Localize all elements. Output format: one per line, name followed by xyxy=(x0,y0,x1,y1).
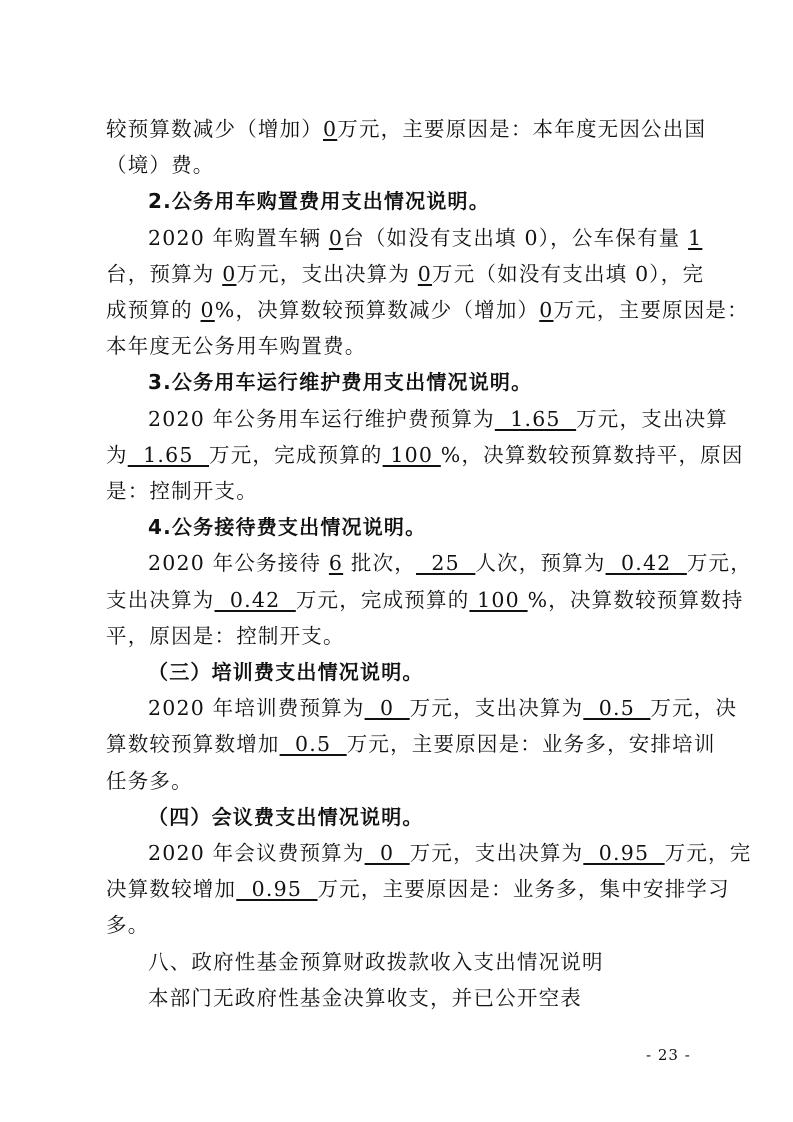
text-run: 4.公务接待费支出情况说明。 xyxy=(148,515,427,540)
underlined-value: 0 xyxy=(539,298,554,322)
text-run: 2020 年购置车辆 xyxy=(148,225,329,250)
text-run: 是：控制开支。 xyxy=(106,479,258,503)
text-run: 万元，决 xyxy=(650,696,738,721)
text-run: 万元，完成预算的 xyxy=(295,587,470,612)
text-run: 台，预算为 xyxy=(106,261,223,286)
text-run: 万元，支出决算 xyxy=(576,406,729,431)
text-run: 2020 年公务用车运行维护费预算为 xyxy=(148,406,495,431)
underlined-value: 0.5 xyxy=(583,696,651,721)
paragraph-line xyxy=(106,331,706,361)
paragraph-line xyxy=(106,766,706,796)
underlined-value: 0 xyxy=(200,298,215,322)
text-run: （三）培训费支出情况说明。 xyxy=(148,660,424,684)
text-run: 八、政府性基金预算财政拨款收入支出情况说明 xyxy=(148,949,604,974)
text-run: 多。 xyxy=(106,913,150,938)
text-run: 万元（如没有支出填 0），完 xyxy=(432,261,705,286)
underlined-value: 0 xyxy=(417,261,433,286)
underlined-value: 0 xyxy=(222,261,237,286)
underlined-value: 25 xyxy=(415,551,476,576)
text-run: 较预算数减少（增加） xyxy=(106,117,323,141)
text-run: 批次， xyxy=(343,551,416,576)
paragraph-line xyxy=(148,693,748,723)
underlined-value: 0.95 xyxy=(583,841,665,865)
text-run: 2020 年培训费预算为 xyxy=(148,696,365,721)
paragraph-line xyxy=(106,150,706,180)
text-run: （四）会议费支出情况说明。 xyxy=(148,804,424,829)
text-run: %，决算数较预算数持 xyxy=(527,587,744,612)
text-run: 决算数较增加 xyxy=(106,877,237,902)
text-run: 万元，主要原因是：本年度无因公出国 xyxy=(337,117,707,141)
text-run: 台（如没有支出填 0），公车保有量 xyxy=(343,225,689,250)
text-run: 算数较预算数增加 xyxy=(106,732,280,757)
page-number: - 23 - xyxy=(646,1046,691,1064)
underlined-value: 0 xyxy=(364,841,410,865)
text-run: 万元，主要原因是：业务多，安排培训 xyxy=(346,732,716,757)
paragraph-line xyxy=(148,983,748,1013)
text-run: 为 xyxy=(106,442,128,467)
text-run: 万元， xyxy=(686,551,752,576)
paragraph-line xyxy=(148,947,748,977)
text-run: %，决算数较预算数减少（增加） xyxy=(214,298,540,322)
text-run: （境）费。 xyxy=(106,153,215,178)
section-heading xyxy=(148,367,748,397)
text-run: 2020 年会议费预算为 xyxy=(148,841,365,865)
text-run: 支出决算为 xyxy=(106,587,215,612)
text-run: 万元，支出决算为 xyxy=(236,261,418,286)
paragraph-line xyxy=(148,404,748,434)
text-run: 成预算的 xyxy=(106,298,201,322)
underlined-value: 0 xyxy=(328,225,344,250)
underlined-value: 1.65 xyxy=(494,406,577,431)
paragraph-line xyxy=(106,476,706,506)
paragraph-line xyxy=(106,585,744,615)
paragraph-line xyxy=(106,874,730,904)
text-run: 万元，完成预算的 xyxy=(209,442,383,467)
text-run: 万元，主要原因是： xyxy=(553,298,749,322)
paragraph-line xyxy=(106,729,716,759)
text-run: 本年度无公务用车购置费。 xyxy=(106,334,367,359)
text-run: 任务多。 xyxy=(106,768,193,793)
section-heading xyxy=(148,657,748,687)
text-run: 本部门无政府性基金决算收支，并已公开空表 xyxy=(148,985,582,1010)
underlined-value: 0 xyxy=(364,696,410,721)
text-run: 2020 年公务接待 xyxy=(148,551,329,576)
text-run: 万元，支出决算为 xyxy=(409,841,584,865)
underlined-value: 1 xyxy=(688,225,703,250)
section-heading xyxy=(148,512,748,542)
underlined-value: 0.95 xyxy=(236,877,318,902)
underlined-value: 6 xyxy=(328,551,344,576)
section-heading xyxy=(148,802,748,832)
paragraph-line xyxy=(148,838,752,868)
text-run: 2.公务用车购置费用支出情况说明。 xyxy=(148,189,490,214)
text-run: 平，原因是：控制开支。 xyxy=(106,623,345,648)
paragraph-line xyxy=(106,440,744,470)
underlined-value: 100 xyxy=(382,442,441,467)
underlined-value: 1.65 xyxy=(127,442,210,467)
paragraph-line xyxy=(106,259,706,289)
text-run: 万元，支出决算为 xyxy=(409,696,584,721)
text-run: 万元，主要原因是：业务多，集中安排学习 xyxy=(317,877,730,902)
paragraph-line xyxy=(106,114,706,144)
paragraph-line xyxy=(148,223,748,253)
text-run: 人次，预算为 xyxy=(475,551,606,576)
underlined-value: 0.42 xyxy=(214,587,296,612)
underlined-value: 0.5 xyxy=(279,732,347,757)
paragraph-line xyxy=(106,621,706,651)
paragraph-line xyxy=(148,548,752,578)
text-run: %，决算数较预算数持平，原因 xyxy=(440,442,744,467)
underlined-value: 100 xyxy=(469,587,528,612)
text-run: 3.公务用车运行维护费用支出情况说明。 xyxy=(148,370,533,395)
paragraph-line xyxy=(106,910,706,940)
section-heading xyxy=(148,186,748,216)
paragraph-line xyxy=(106,295,749,325)
underlined-value: 0.42 xyxy=(605,551,687,576)
text-run: 万元，完 xyxy=(664,841,752,865)
underlined-value: 0 xyxy=(323,117,338,141)
